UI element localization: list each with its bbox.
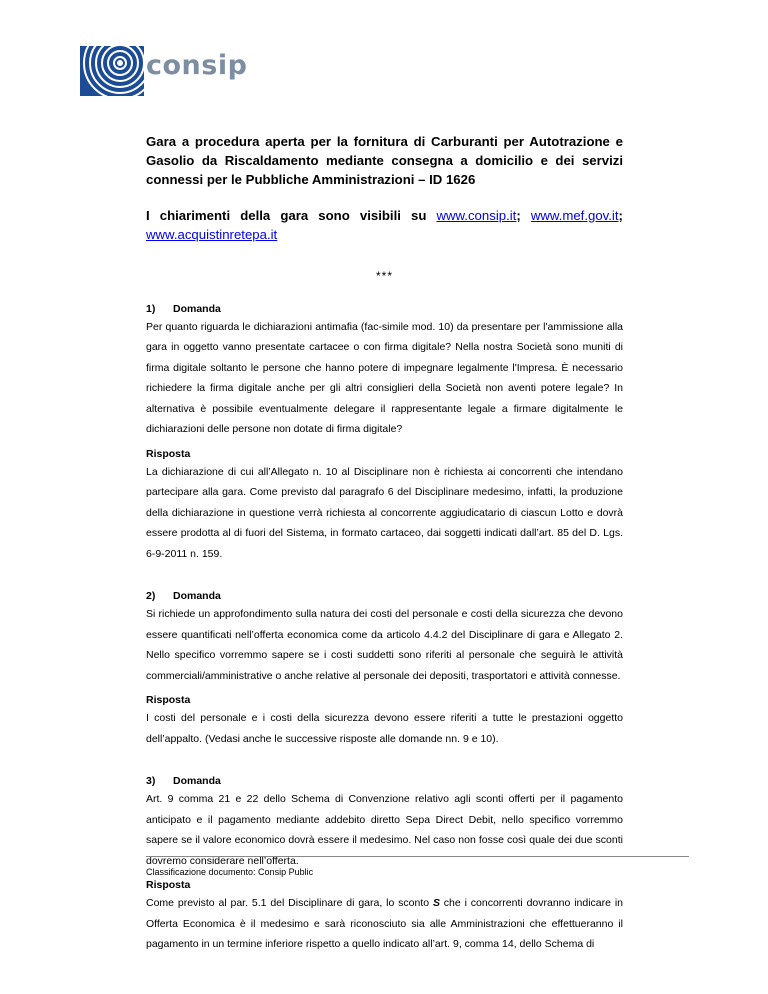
question-heading	[146, 773, 623, 789]
clarif-word: I	[146, 208, 150, 223]
answer-text-part: che i concorrenti dovranno indicare in Offerta Economica è il medesimo e sarà riconosciuto sia alle Amministrazioni che effettueranno il pagamento in un termine inferiore rispetto a quello indicato all’art. 9, comma 14, dello Schema di	[146, 897, 624, 950]
question-number: 1)	[146, 302, 156, 315]
answer-text: La dichiarazione di cui all’Allegato n. 10 al Disciplinare non è richiesta ai concorrenti che intendano partecipare alla gara. Come previsto dal paragrafo 6 del Disciplinare medesimo, infatti, la produzione della dichiarazione in questione verrà richiesta al concorrente aggiudicatario di ciascun Lotto e dovrà essere prodotta al di fuori del Sistema, in formato cartaceo, dai soggetti indicati dall’art. 85 del D. Lgs. 6-9-2011 n. 159.	[146, 465, 623, 560]
question-label: Domanda	[173, 775, 221, 787]
separator: ***	[375, 269, 393, 283]
footer-divider	[146, 856, 689, 857]
link-acquistinretepa[interactable]: www.acquistinretepa.it	[146, 227, 278, 242]
logo-text: consip	[146, 50, 248, 81]
answer-label: Risposta	[146, 694, 191, 706]
footer-classification: Classificazione documento: Consip Public	[146, 867, 314, 877]
link-consip[interactable]: www.consip.it	[436, 208, 517, 223]
clarif-word: chiarimenti	[159, 208, 231, 223]
consip-logo-icon	[80, 46, 144, 96]
question-number: 3)	[146, 775, 156, 787]
question-heading	[146, 301, 623, 317]
clarif-word: su	[410, 208, 427, 223]
answer-text: I costi del personale e i costi della sicurezza devono essere riferiti a tutte le prestazioni oggetto dell’appalto. (Vedasi anche le successive risposte alle domande nn. 9 e 10).	[146, 712, 623, 745]
link-mef[interactable]: www.mef.gov.it	[530, 208, 619, 223]
clarifications-line-2	[146, 225, 623, 244]
answer-emphasis: S	[432, 897, 440, 909]
document-body	[146, 132, 623, 961]
question-number: 2)	[146, 590, 156, 602]
question-text: Per quanto riguarda le dichiarazioni antimafia (fac-simile mod. 10) da presentare per l'ammissione alla gara in oggetto vanno presentate cartacee o con firma digitale? Nella nostra Società sono muniti di firma digitale soltanto le persone che hanno potere di impegnare legalmente l'Impresa. È necessario richiedere la firma digitale anche per gli altri consiglieri della Società non aventi potere legale? In alternativa è possibile eventualmente delegare il rappresentante legale a firmare digitalmente le dichiarazioni delle persone non dotate di firma digitale?	[146, 320, 623, 435]
question-text: Art. 9 comma 21 e 22 dello Schema di Convenzione relativo agli sconti offerti per il pagamento anticipato e il pagamento mediante addebito diretto Sepa Direct Debit, nello specifico vorremmo sapere se il valore economico dovrà essere il medesimo. Nel caso non fosse così quale dei due sconti dovremo considerare nell’offerta.	[146, 793, 623, 867]
question-label: Domanda	[173, 590, 221, 602]
clarif-word: gara	[280, 208, 309, 223]
clarifications-line: I chiarimenti della gara sono visibili su www.consip.it; www.mef.gov.it;	[146, 208, 623, 223]
answer-text	[146, 893, 623, 955]
consip-logo	[80, 46, 248, 96]
answer-label: Risposta	[146, 879, 191, 891]
clarif-word: visibili	[359, 208, 401, 223]
question-label: Domanda	[173, 302, 221, 315]
document-title: Gara a procedura aperta per la fornitura di Carburanti per Autotrazione e Gasolio da Riscaldamento mediante consegna a domicilio e dei servizi connessi per le Pubbliche Amministrazioni – ID 1626	[146, 134, 623, 187]
clarif-word: della	[240, 208, 271, 223]
answer-label: Risposta	[146, 447, 191, 460]
question-text: Si richiede un approfondimento sulla natura dei costi del personale e costi della sicurezza che devono essere quantificati nell’offerta economica come da articolo 4.4.2 del Disciplinare di gara e Allegato 2. Nello specifico vorremmo sapere se i costi suddetti sono riferiti al personale che seguirà le attività commerciali/amministrative o anche relative al personale dei depositi, trasportatori e attività connesse.	[146, 608, 623, 682]
question-heading	[146, 588, 623, 604]
answer-text-part: Come previsto al par. 5.1 del Disciplinare di gara, lo sconto	[146, 897, 433, 909]
clarif-word: sono	[318, 208, 350, 223]
